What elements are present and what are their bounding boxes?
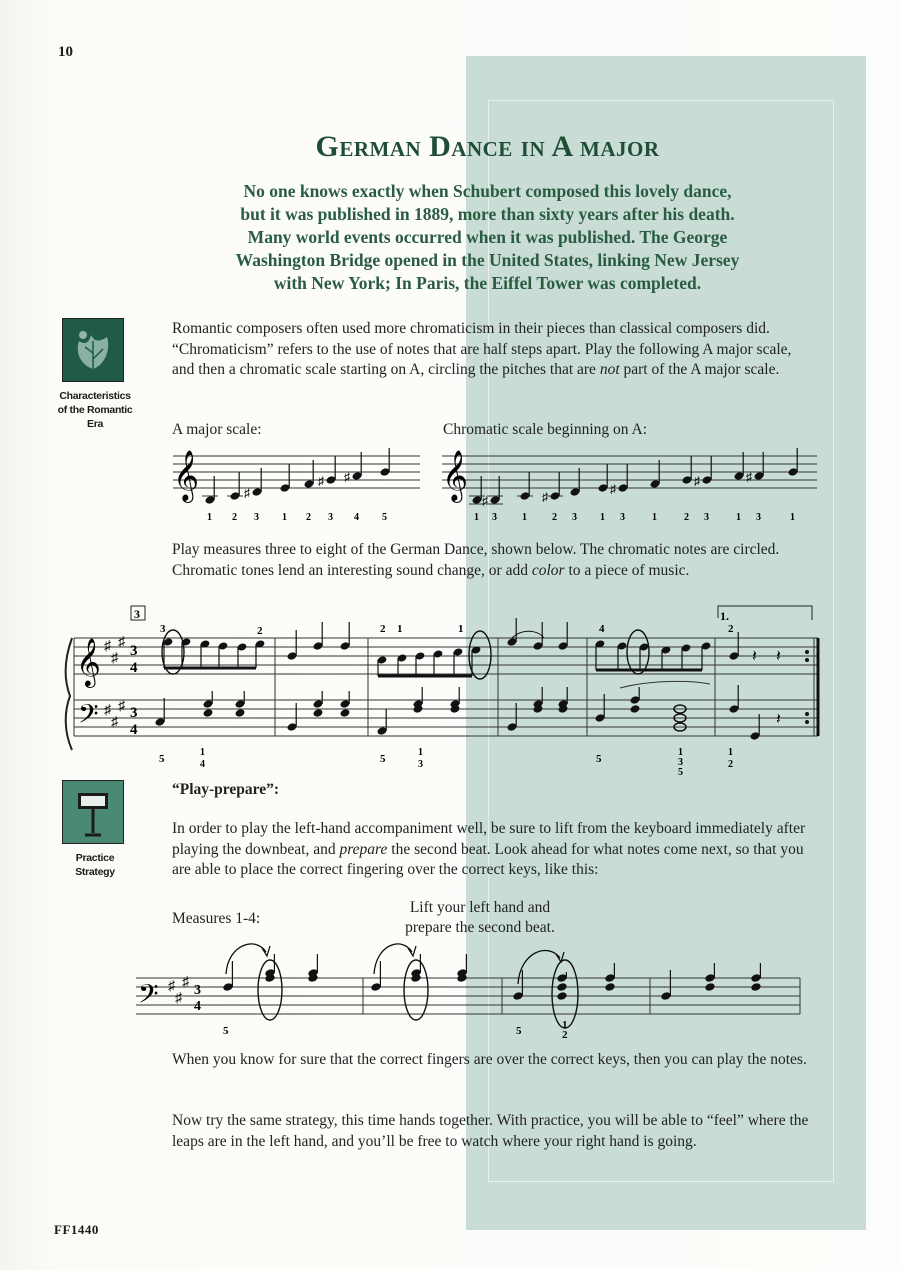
play-prepare-text-end: the second beat. Look ahead for what notes come next, so that you are able to place the correct fingering over the correct keys, like this: (172, 840, 804, 878)
scale-fingering: 1 (474, 512, 479, 523)
rh-fingering: 2 (380, 623, 386, 635)
lh-chord-fingering: 2 (728, 759, 733, 770)
time-signature-bottom: 4 (194, 999, 201, 1014)
time-signature-top: 3 (194, 983, 201, 998)
intro-line: with New York; In Paris, the Eiffel Tower was completed. (273, 273, 702, 293)
scale-fingering: 2 (306, 512, 311, 523)
time-signature-bottom: 4 (130, 660, 138, 676)
rh-fingering: 1 (397, 623, 403, 635)
play-prepare-paragraph (172, 819, 812, 881)
excerpt-notes (155, 618, 781, 741)
bass-clef-icon: 𝄢 (138, 979, 159, 1015)
rh-fingering: 3 (160, 623, 166, 635)
ending-label: 1. (720, 609, 729, 623)
accidental-sharp: ♯ (542, 490, 548, 504)
scale-fingering: 1 (600, 512, 605, 523)
measures-paragraph (172, 540, 812, 581)
key-signature-sharp: ♯ (182, 975, 189, 990)
key-signature-sharp: ♯ (175, 991, 182, 1006)
chord-note (203, 708, 214, 718)
lh-chord-fingering: 1 (678, 747, 683, 758)
scale-fingering: 1 (207, 512, 212, 523)
chromaticism-text: Romantic composers often used more chromaticism in their pieces than classical composers did. “Chromaticism” refers to the use of notes that are half steps apart. Play the following A major scale, and then a chromatic scale starting on A, circling the pitches that are (172, 320, 792, 378)
measures-text: Play measures three to eight of the German Dance, shown below. The chromatic notes are circled. Chromatic tones lend an interesting sound change, or add (172, 541, 780, 579)
key-signature-sharp: ♯ (168, 979, 175, 994)
measures-text-end: to a piece of music. (568, 561, 690, 579)
chord-note (556, 991, 567, 1001)
bass-clef-icon: 𝄢 (78, 699, 99, 735)
chromatic-circle (627, 630, 649, 674)
key-signature-sharp: ♯ (111, 715, 118, 730)
treble-clef-icon: 𝄞 (173, 451, 200, 500)
scale-fingering: 1 (652, 512, 657, 523)
chord-note (604, 982, 615, 992)
callout-line: Lift your left hand and (409, 899, 551, 916)
lh-fingering: 5 (596, 753, 602, 765)
rest: 𝄽 (776, 711, 781, 728)
lh-fingering: 5 (223, 1025, 229, 1037)
lh-chord-fingering: 4 (200, 759, 205, 770)
key-signature-sharp: ♯ (111, 651, 118, 666)
catalog-code: FF1440 (54, 1222, 99, 1237)
key-signature-sharp: ♯ (118, 699, 125, 714)
scale-fingering: 3 (254, 512, 259, 523)
treble-clef-icon: 𝄞 (76, 640, 101, 686)
a-major-scale-notes (202, 448, 390, 523)
accidental-sharp: ♯ (482, 494, 488, 508)
scale-fingering: 3 (328, 512, 333, 523)
play-prepare-heading: “Play-prepare”: (172, 781, 280, 798)
chord-note (630, 704, 641, 714)
page-number: 10 (58, 44, 73, 60)
measures-label: Measures 1-4: (172, 910, 261, 927)
accidental-sharp: ♯ (244, 486, 250, 500)
prepare-circle (404, 960, 428, 1020)
prepare-circle (258, 960, 282, 1020)
bass-measures-notes (222, 944, 761, 1028)
rest: 𝄽 (776, 648, 781, 665)
lh-fingering: 2 (562, 1029, 568, 1040)
time-signature-top: 3 (130, 705, 138, 721)
fingers-ready-paragraph: When you know for sure that the correct fingers are over the correct keys, then you can play the notes. (172, 1051, 807, 1068)
intro-line: but it was published in 1889, more than sixty years after his death. (240, 204, 735, 224)
key-signature-sharp: ♯ (118, 635, 125, 650)
scale-fingering: 5 (382, 512, 387, 523)
chord-note (340, 708, 351, 718)
page-title: German Dance in A major (315, 130, 660, 163)
measures-1-4-bass-staff (130, 930, 810, 1040)
chord-note (750, 982, 761, 992)
scale-fingering: 2 (684, 512, 689, 523)
scale-fingering: 4 (354, 512, 359, 523)
scale-fingering: 3 (572, 512, 577, 523)
chromatic-scale-label: Chromatic scale beginning on A: (443, 421, 648, 438)
lh-fingering: 1 (562, 1019, 568, 1031)
intro-line: No one knows exactly when Schubert composed this lovely dance, (243, 181, 732, 201)
intro-line: Many world events occurred when it was published. The George (247, 227, 728, 247)
lh-fingering: 5 (380, 753, 386, 765)
scale-fingering: 3 (756, 512, 761, 523)
scale-fingering: 3 (704, 512, 709, 523)
chord-note (556, 982, 567, 992)
german-dance-excerpt (60, 600, 830, 780)
practice-strategy-label: Practice Strategy (75, 852, 115, 878)
rh-fingering: 2 (257, 625, 263, 637)
callout-line: prepare the second beat. (405, 919, 555, 936)
accidental-sharp: ♯ (610, 482, 616, 496)
chromaticism-emphasis: not (599, 361, 620, 378)
scale-fingering: 3 (620, 512, 625, 523)
chromaticism-paragraph (172, 319, 812, 381)
rh-fingering: 4 (599, 623, 605, 635)
accidental-sharp: ♯ (318, 474, 324, 488)
key-signature-sharp: ♯ (104, 703, 111, 718)
scale-fingering: 1 (522, 512, 527, 523)
lh-fingering: 5 (516, 1025, 522, 1037)
treble-clef-icon: 𝄞 (442, 451, 469, 500)
play-prepare-emphasis: prepare (339, 840, 388, 858)
lh-chord-fingering: 3 (678, 757, 683, 768)
scale-fingering: 2 (552, 512, 557, 523)
lh-chord-fingering: 1 (418, 747, 423, 758)
time-signature-bottom: 4 (130, 722, 138, 738)
scale-fingering: 1 (736, 512, 741, 523)
accidental-sharp: ♯ (746, 470, 752, 484)
hands-together-paragraph: Now try the same strategy, this time hands together. With practice, you will be able to “feel” where the leaps are in the left hand, and you’ll be free to watch where your right hand is going. (172, 1112, 809, 1150)
measure-number: 3 (134, 607, 140, 621)
intro-paragraph (150, 180, 825, 295)
scale-staves (165, 440, 825, 530)
accidental-sharp: ♯ (694, 474, 700, 488)
intro-line: Washington Bridge opened in the United States, linking New Jersey (235, 250, 740, 270)
romantic-era-label: Characteristics of the Romantic Era (57, 390, 133, 430)
decrescendo (620, 681, 710, 688)
play-prepare-text: In order to play the left-hand accompaniment well, be sure to lift from the keyboard immediately after playing the downbeat, and (172, 820, 806, 858)
time-signature-top: 3 (130, 643, 138, 659)
measures-emphasis: color (531, 561, 565, 579)
lh-chord-fingering: 3 (418, 759, 423, 770)
leap-arrow-icon (374, 944, 412, 974)
lh-chord-fingering: 1 (728, 747, 733, 758)
chromatic-scale-notes (469, 448, 798, 523)
a-major-scale-label: A major scale: (172, 421, 262, 438)
music-stand-icon (62, 780, 124, 844)
accidental-sharp: ♯ (344, 470, 350, 484)
rh-fingering: 2 (728, 623, 734, 635)
rest: 𝄽 (752, 648, 757, 665)
scale-fingering: 3 (492, 512, 497, 523)
lh-chord-fingering: 1 (200, 747, 205, 758)
lh-fingering: 5 (159, 753, 165, 765)
chromaticism-text-end: part of the A major scale. (623, 361, 780, 378)
romantic-era-leaf-icon (62, 318, 124, 382)
chord-note (313, 708, 324, 718)
lh-chord-fingering: 5 (678, 767, 683, 778)
chord-note (704, 982, 715, 992)
key-signature-sharp: ♯ (104, 639, 111, 654)
scale-fingering: 1 (790, 512, 795, 523)
scale-fingering: 1 (282, 512, 287, 523)
scale-fingering: 2 (232, 512, 237, 523)
rh-fingering: 1 (458, 623, 464, 635)
chord-note (235, 708, 246, 718)
